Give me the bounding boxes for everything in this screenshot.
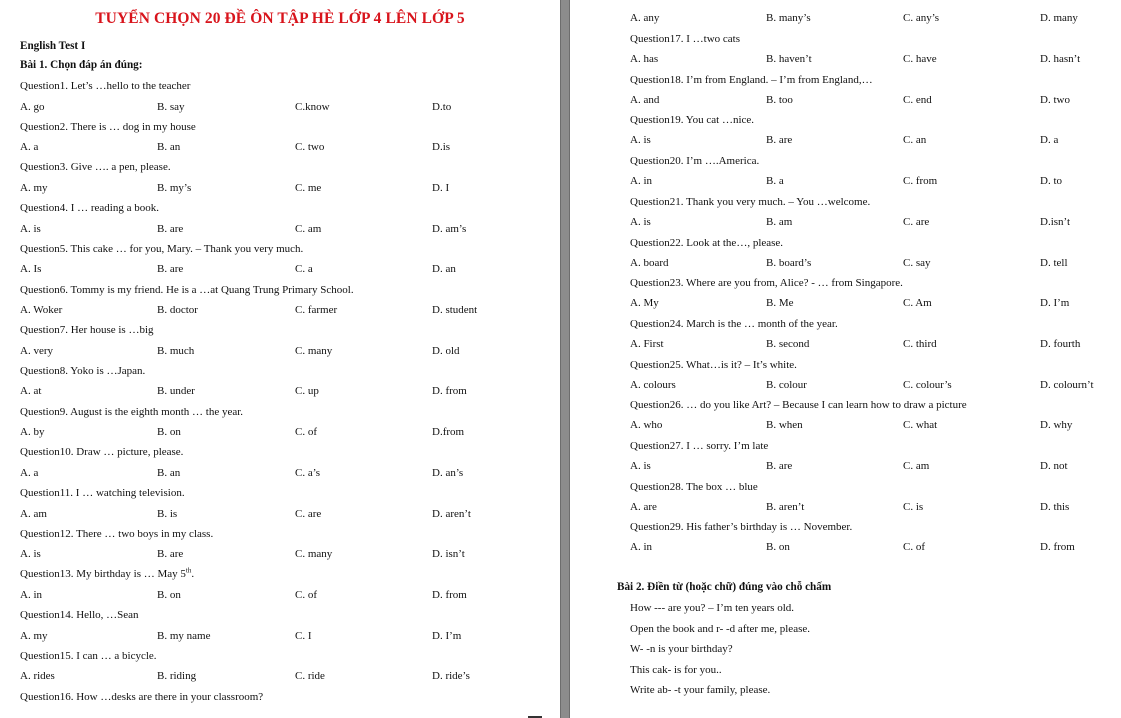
answer-option: A. board	[630, 256, 669, 269]
answer-option: A. is	[20, 548, 41, 561]
answer-option: B. riding	[157, 670, 197, 683]
question-text	[20, 80, 190, 92]
answer-option: A. is	[630, 460, 651, 472]
answer-option: B. on	[157, 426, 181, 439]
answer-option: C. I	[295, 629, 312, 642]
question-text: Question27. I … sorry. I’m late	[630, 440, 769, 452]
answer-option: A. a	[20, 466, 39, 479]
answer-option: A. and	[630, 93, 660, 106]
answer-option: C. colour’s	[903, 378, 952, 391]
answer-option: C. up	[295, 385, 319, 398]
answer-option: D. am’s	[432, 222, 467, 235]
answer-option: C. third	[903, 337, 937, 350]
answer-option: A. Woker	[20, 304, 63, 316]
fill-in-line: Open the book and r- -d after me, please.	[630, 622, 810, 635]
question-stem: Question6. Tommy is my friend. He is a …at Quang Trung Primary School.	[20, 283, 354, 296]
answer-option: A. First	[630, 337, 664, 350]
question-stem: Question9. August is the eighth month … the year.	[20, 405, 244, 418]
answer-option: D. tell	[1040, 256, 1068, 269]
answer-option: A. My	[630, 297, 659, 310]
question-text	[20, 121, 196, 133]
answer-option: C. of	[903, 541, 925, 554]
question-text	[20, 365, 145, 377]
question-text: Question22. Look at the…, please.	[630, 236, 784, 249]
answer-option: B. much	[157, 344, 195, 357]
question-stem: Question15. I can … a bicycle.	[20, 649, 157, 662]
answer-option: B. colour	[766, 378, 807, 391]
question-text	[20, 691, 263, 703]
answer-option: D. from	[432, 588, 467, 601]
document-title: TUYỂN CHỌN 20 ĐỀ ÔN TẬP HÈ LỚP 4 LÊN LỚP 5	[95, 10, 465, 27]
fill-in-line: W- -n is your birthday?	[630, 643, 733, 655]
answer-option: C. of	[295, 588, 317, 601]
answer-option: B. on	[766, 541, 790, 554]
question-text	[20, 446, 183, 458]
left-page	[0, 0, 560, 718]
question-stem: Question12. There … two boys in my class.	[20, 527, 214, 540]
answer-option: D.to	[432, 100, 452, 113]
question-text: Question29. His father’s birthday is … November.	[630, 521, 853, 534]
answer-option: B. doctor	[157, 304, 198, 316]
answer-option: B. board’s	[766, 256, 812, 269]
answer-option: A. in	[630, 541, 652, 554]
question-text: Question24. March is the … month of the year.	[630, 317, 838, 330]
answer-option: D. from	[432, 385, 467, 398]
answer-option: C. is	[903, 500, 924, 513]
question-text	[20, 568, 194, 580]
answer-option: B. are	[157, 548, 184, 561]
answer-option: B. am	[766, 215, 793, 228]
question-text	[20, 284, 354, 296]
fill-in-line: How --- are you? – I’m ten years old.	[630, 602, 795, 614]
question-stem: Question13. My birthday is … May 5	[20, 568, 186, 581]
answer-option: A. colours	[630, 378, 676, 391]
question-text: Question26. … do you like Art? – Because I can learn how to draw a picture	[630, 399, 967, 412]
section1-heading: Bài 1. Chọn đáp án đúng:	[20, 59, 143, 71]
answer-option: A. in	[630, 175, 652, 188]
answer-option: A. rides	[20, 670, 55, 683]
answer-option: C. any’s	[903, 12, 940, 24]
answer-option: C. from	[903, 175, 938, 188]
answer-option: A. go	[20, 100, 45, 113]
answer-option: B. many’s	[766, 12, 811, 24]
question-stem: Question7. Her house is …big	[20, 324, 154, 337]
answer-option: B. an	[157, 141, 181, 154]
answer-option: D. a	[1040, 134, 1059, 147]
page-divider	[560, 0, 570, 718]
answer-option: A. by	[20, 426, 45, 439]
answer-option: D. colourn’t	[1040, 378, 1094, 391]
fill-in-line: Write ab- -t your family, please.	[630, 684, 771, 696]
answer-option: D. old	[432, 344, 460, 357]
answer-option: A. in	[20, 588, 42, 601]
question-stem: Question8. Yoko is …Japan.	[20, 364, 146, 377]
answer-option: B. a	[766, 175, 784, 188]
question-text	[20, 650, 157, 662]
answer-option: B. my name	[157, 629, 211, 642]
answer-option: B. second	[766, 337, 810, 350]
right-page	[570, 0, 1121, 718]
question-stem: Question10. Draw … picture, please.	[20, 446, 184, 459]
answer-option: C.know	[295, 100, 330, 113]
answer-option: A. at	[20, 385, 42, 398]
question-text: Question23. Where are you from, Alice? - … from Singapore.	[630, 277, 903, 290]
answer-option: C. many	[295, 548, 333, 561]
question-text: Question18. I’m from England. – I’m from England,…	[630, 73, 873, 86]
answer-option: B. Me	[766, 297, 794, 310]
answer-option: B. haven’t	[766, 53, 812, 65]
answer-option: A. am	[20, 507, 47, 520]
question-stem: Question4. I … reading a book.	[20, 202, 159, 215]
answer-option: C. me	[295, 181, 322, 194]
section2-heading: Bài 2. Điền từ (hoặc chữ) đúng vào chỗ chấm	[617, 581, 832, 593]
answer-option: A. a	[20, 141, 39, 154]
question-text: Question28. The box … blue	[630, 480, 758, 493]
answer-option: B. under	[157, 385, 195, 398]
answer-option: B. aren’t	[766, 500, 805, 513]
answer-option: A. are	[630, 500, 657, 513]
answer-option: D. I	[432, 181, 450, 194]
answer-option: D. an’s	[432, 466, 464, 479]
answer-option: B. too	[766, 93, 793, 106]
question-stem: Question11. I … watching television.	[20, 487, 185, 499]
question-text: Question17. I …two cats	[630, 33, 740, 45]
answer-option: A. my	[20, 629, 48, 642]
answer-option: B. when	[766, 419, 803, 432]
answer-option: C. Am	[903, 297, 932, 310]
answer-option: A. has	[630, 53, 659, 65]
answer-option: C. an	[903, 134, 927, 147]
answer-option: D. why	[1040, 419, 1073, 432]
question-text	[20, 406, 243, 418]
question-stem: Question14. Hello, …Sean	[20, 609, 139, 622]
answer-option: D. an	[432, 263, 456, 276]
question-text: Question21. Thank you very much. – You …welcome.	[630, 195, 871, 208]
answer-option: B. say	[157, 100, 185, 113]
test-name: English Test I	[20, 40, 86, 52]
question-text: Question25. What…is it? – It’s white.	[630, 358, 797, 371]
question-text	[20, 161, 171, 173]
question-text	[20, 243, 303, 255]
question-text: Question20. I’m ….America.	[630, 155, 760, 168]
question-text	[20, 528, 213, 540]
question-stem: Question5. This cake … for you, Mary. – Thank you very much.	[20, 242, 304, 255]
answer-option: D. many	[1040, 12, 1078, 24]
answer-option: C. ride	[295, 670, 325, 683]
answer-option: D. hasn’t	[1040, 53, 1081, 65]
answer-option: D. from	[1040, 541, 1075, 554]
answer-option: A. is	[630, 215, 651, 228]
answer-option: D. student	[432, 304, 478, 316]
answer-option: D. fourth	[1040, 337, 1081, 350]
answer-option: D. to	[1040, 175, 1062, 188]
question-text	[20, 609, 139, 621]
answer-option: C. are	[295, 507, 322, 520]
answer-option: A. any	[630, 12, 660, 24]
answer-option: C. am	[295, 222, 322, 235]
answer-option: B. an	[157, 466, 181, 479]
question-stem: Question1. Let’s …hello to the teacher	[20, 80, 191, 92]
question-text	[20, 324, 154, 336]
question-stem: Question2. There is … dog in my house	[20, 120, 196, 133]
answer-option: C. of	[295, 426, 317, 439]
answer-option: D. this	[1040, 500, 1070, 513]
answer-option: B. are	[766, 460, 793, 472]
question-end: .	[191, 568, 195, 581]
question-stem: Question16. How …desks are there in your classroom?	[20, 690, 264, 703]
answer-option: C. farmer	[295, 304, 338, 316]
answer-option: C. am	[903, 460, 930, 472]
answer-option: C. a’s	[295, 466, 321, 479]
answer-option: D. not	[1040, 460, 1068, 472]
answer-option: B. is	[157, 507, 178, 520]
answer-option: C. many	[295, 344, 333, 357]
answer-option: C. a	[295, 263, 313, 276]
answer-option: D.is	[432, 141, 451, 154]
answer-option: C. have	[903, 53, 937, 65]
answer-option: A. is	[630, 134, 651, 147]
answer-option: C. what	[903, 419, 938, 432]
answer-option: D. aren’t	[432, 507, 471, 520]
answer-option: A. Is	[20, 263, 42, 276]
answer-option: A. very	[20, 344, 53, 357]
answer-option: D. I’m	[1040, 297, 1070, 310]
answer-option: A. who	[630, 419, 663, 432]
answer-option: B. on	[157, 588, 181, 601]
answer-option: D. two	[1040, 93, 1070, 106]
answer-option: C. are	[903, 215, 930, 228]
fill-in-line: This cak- is for you..	[630, 663, 722, 676]
answer-option: D. I’m	[432, 629, 462, 642]
question-text	[20, 202, 159, 214]
answer-option: D.isn’t	[1040, 215, 1071, 228]
answer-option: B. are	[157, 222, 184, 235]
answer-option: B. my’s	[157, 181, 192, 194]
question-stem: Question3. Give …. a pen, please.	[20, 161, 171, 174]
answer-option: B. are	[766, 134, 793, 147]
answer-option: C. say	[903, 256, 931, 269]
answer-option: C. two	[295, 141, 325, 154]
answer-option: D. ride’s	[432, 670, 470, 683]
answer-option: A. my	[20, 181, 48, 194]
answer-option: C. end	[903, 93, 932, 106]
answer-option: D.from	[432, 426, 465, 439]
answer-option: A. is	[20, 222, 41, 235]
answer-option: D. isn’t	[432, 548, 465, 561]
question-superscript: th	[185, 566, 192, 575]
question-text	[20, 487, 185, 499]
question-text: Question19. You cat …nice.	[630, 114, 755, 127]
answer-option: B. are	[157, 263, 184, 276]
